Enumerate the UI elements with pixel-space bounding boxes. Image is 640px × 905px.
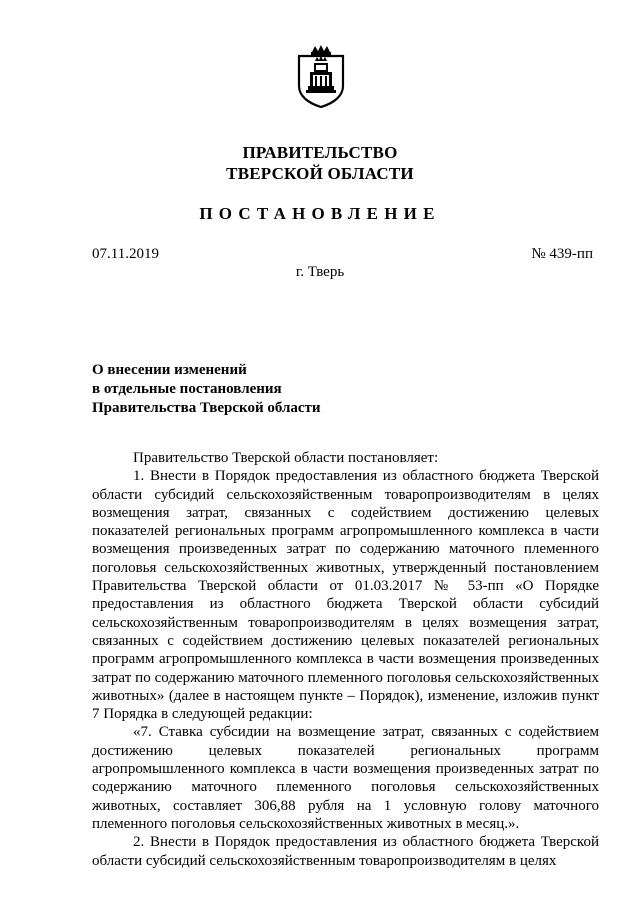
org-name-line1: ПРАВИТЕЛЬСТВО [242, 143, 398, 162]
document-type: ПОСТАНОВЛЕНИЕ [199, 204, 441, 223]
document-date: 07.11.2019 [92, 246, 159, 262]
body-item-1-paragraph: 1. Внести в Порядок предоставления из областного бюджета Тверской области субсидий сельскохозяйственным товаропроизводителям в целях возмещения затрат, связанных с содействием достижению целевых показателей региональных программ агропромышленного комплекса в части возмещения произведенных затрат по содержанию маточного племенного поголовья сельскохозяйственных животных, утвержденный постановлением Правительства Тверской области от 01.03.2017 № 53-пп «О Порядке предоставления из областного бюджета Тверской области субсидий сельскохозяйственным товаропроизводителям в целях возмещения затрат, связанных с содействием достижению целевых показателей региональных программ агропромышленного комплекса в части возмещения произведенных затрат по содержанию маточного племенного поголовья сельскохозяйственных животных» (далее в настоящем пункте – Порядок), изменение, изложив пункт 7 Порядка в следующей редакции: [92, 468, 599, 723]
body-quote-paragraph: «7. Ставка субсидии на возмещение затрат, связанных с содействием достижению целевых показателей региональных программ агропромышленного комплекса в части возмещения произведенных затрат по содержанию маточного племенного поголовья сельскохозяйственных животных, составляет 306,88 рубля на 1 условную голову маточного племенного поголовья сельскохозяйственных животных в месяц.». [92, 724, 599, 832]
document-number: № 439-пп [531, 246, 593, 262]
org-name-line2: ТВЕРСКОЙ ОБЛАСТИ [226, 164, 414, 183]
subject-line: О внесении изменений [92, 362, 247, 378]
document-city: г. Тверь [295, 264, 345, 280]
subject-line: в отдельные постановления [92, 381, 282, 397]
body-intro-paragraph: Правительство Тверской области постановляет: [133, 450, 439, 466]
document-subject [92, 361, 432, 418]
document-body [92, 449, 599, 870]
coat-of-arms-icon [296, 44, 346, 108]
subject-line: Правительства Тверской области [92, 400, 321, 416]
body-item-2-paragraph: 2. Внести в Порядок предоставления из областного бюджета Тверской области субсидий сельскохозяйственным товаропроизводителям в целях [92, 834, 599, 869]
